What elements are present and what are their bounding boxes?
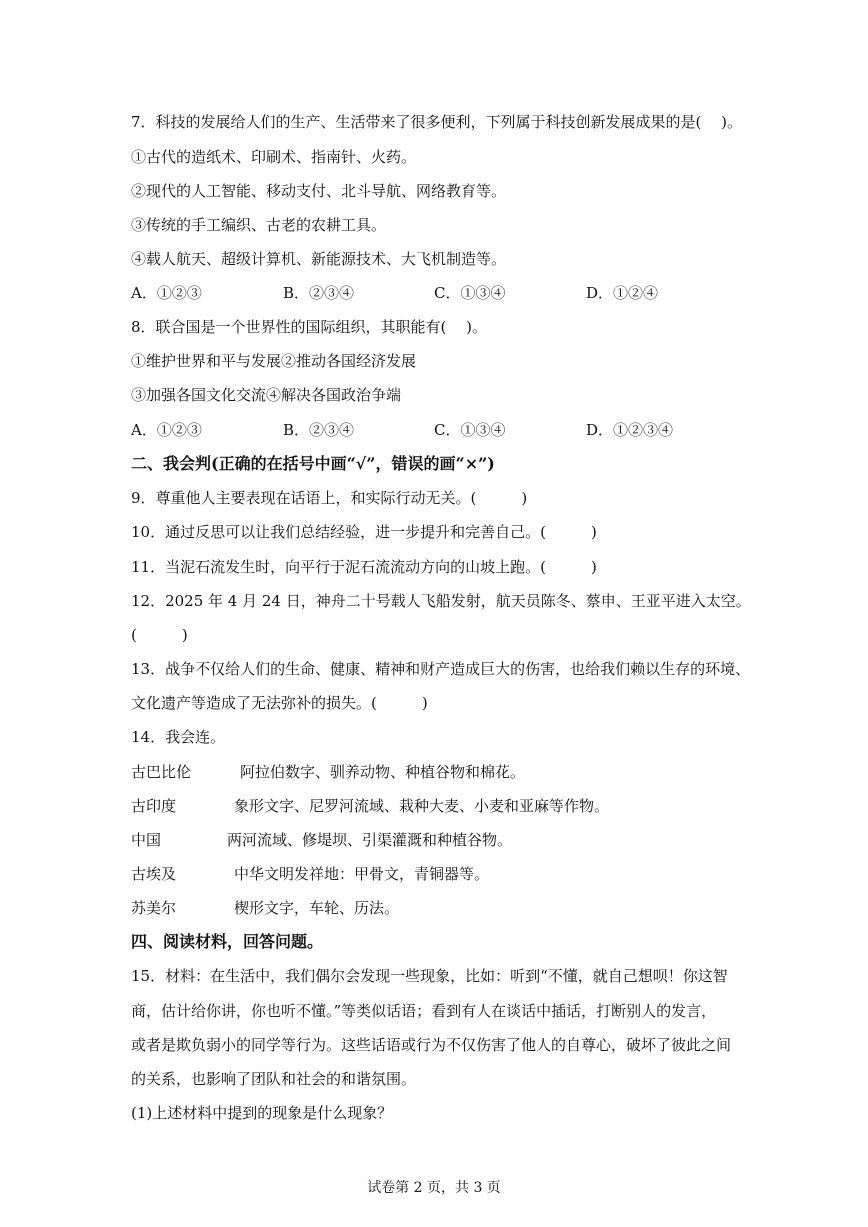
match-right[interactable]: 象形文字、尼罗河流域、栽种大麦、小麦和亚麻等作物。: [234, 797, 610, 815]
q8-option-d[interactable]: D．①②③④: [586, 421, 674, 439]
match-row: [131, 898, 731, 918]
q8-option-b[interactable]: B．②③④: [283, 421, 355, 439]
q7-option-b[interactable]: B．②③④: [283, 284, 355, 302]
match-row: [131, 796, 731, 816]
q8-option-a[interactable]: A．①②③: [131, 421, 202, 439]
match-left[interactable]: 古巴比伦: [131, 763, 192, 781]
q15-material-line2: 商，估计给你讲，你也听不懂。”等类似话语；看到有人在谈话中插话，打断别人的发言，: [131, 1002, 717, 1020]
q7-item-3: ③传统的手工编织、古老的农耕工具。: [131, 216, 387, 234]
page-footer: 试卷第 2 页，共 3 页: [367, 1180, 501, 1196]
q11-text: 11．当泥石流发生时，向平行于泥石流流动方向的山坡上跑。( ): [131, 558, 597, 576]
q7-stem: 7．科技的发展给人们的生产、生活带来了很多便利，下列属于科技创新发展成果的是( )。: [131, 113, 743, 131]
q7-item-4: ④载人航天、超级计算机、新能源技术、大飞机制造等。: [131, 250, 507, 268]
match-right[interactable]: 阿拉伯数字、驯养动物、种植谷物和棉花。: [240, 763, 526, 781]
q8-item-1: ①维护世界和平与发展②推动各国经济发展: [131, 352, 417, 370]
match-right[interactable]: 中华文明发祥地：甲骨文，青铜器等。: [234, 865, 490, 883]
q7-option-a[interactable]: A．①②③: [131, 284, 202, 302]
q15-material-line3: 或者是欺负弱小的同学等行为。这些话语或行为不仅伤害了他人的自尊心，破坏了彼此之间: [131, 1036, 732, 1054]
q12-text-line1: 12．2025 年 4 月 24 日，神舟二十号载人飞船发射，航天员陈冬、蔡申、王亚平进入太空。: [131, 592, 751, 610]
q15-material-line4: 的关系，也影响了团队和社会的和谐氛围。: [131, 1070, 417, 1088]
match-row: [131, 864, 731, 884]
q8-stem: 8．联合国是一个世界性的国际组织，其职能有( )。: [131, 318, 488, 336]
q12-text-line2: ( ): [131, 626, 188, 644]
q7-option-c[interactable]: C．①③④: [434, 284, 506, 302]
q8-item-2: ③加强各国文化交流④解决各国政治争端: [131, 386, 402, 404]
q7-item-2: ②现代的人工智能、移动支付、北斗导航、网络教育等。: [131, 182, 507, 200]
match-left[interactable]: 中国: [131, 831, 162, 849]
q13-text-line1: 13．战争不仅给人们的生命、健康、精神和财产造成巨大的伤害，也给我们赖以生存的环境、: [131, 660, 751, 678]
match-right[interactable]: 两河流域、修堤坝、引渠灌溉和种植谷物。: [227, 831, 513, 849]
match-left[interactable]: 苏美尔: [131, 899, 177, 917]
match-row: [131, 762, 731, 782]
match-left[interactable]: 古埃及: [131, 865, 177, 883]
q7-item-1: ①古代的造纸术、印刷术、指南针、火药。: [131, 148, 417, 166]
q15-material-line1: 15．材料：在生活中，我们偶尔会发现一些现象，比如：听到“不懂，就自己想呗！你这智: [131, 967, 728, 985]
q13-text-line2: 文化遗产等造成了无法弥补的损失。( ): [131, 694, 428, 712]
q14-stem: 14．我会连。: [131, 728, 226, 746]
section-heading-judge: 二、我会判(正确的在括号中画“√”，错误的画“×”): [131, 454, 495, 473]
section-heading-reading: 四、阅读材料，回答问题。: [131, 932, 324, 951]
q8-option-c[interactable]: C．①③④: [434, 421, 506, 439]
match-right[interactable]: 楔形文字，车轮、历法。: [234, 899, 400, 917]
q7-option-d[interactable]: D．①②④: [586, 284, 659, 302]
q10-text: 10．通过反思可以让我们总结经验，进一步提升和完善自己。( ): [131, 523, 597, 541]
match-row: [131, 830, 731, 850]
match-left[interactable]: 古印度: [131, 797, 177, 815]
q15-subquestion-1: (1)上述材料中提到的现象是什么现象？: [131, 1104, 393, 1122]
q9-text: 9．尊重他人主要表现在话语上，和实际行动无关。( ): [131, 489, 528, 507]
